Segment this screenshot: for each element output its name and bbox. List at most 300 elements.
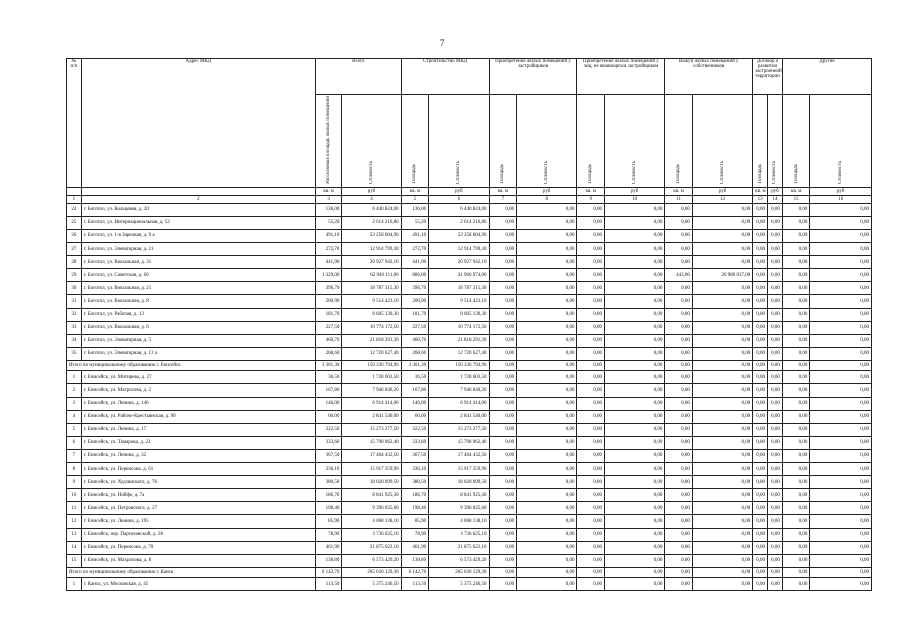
value-cell: 0,00 (810, 567, 872, 578)
value-cell: 0,00 (753, 360, 768, 371)
subheader-cell (577, 95, 605, 188)
value-cell: 0,00 (577, 541, 605, 554)
row-number: 3 (67, 397, 82, 410)
value-cell: 0,00 (517, 578, 577, 591)
value-cell: 0,00 (517, 476, 577, 489)
value-cell: 5 375 246,50 (342, 578, 401, 591)
table-row (67, 436, 872, 449)
value-cell: 0,00 (692, 334, 752, 347)
address-cell: г. Боготол, ул. Вокзальная, д. 8 (81, 295, 315, 308)
value-cell: 380,50 (401, 476, 429, 489)
value-cell: 0,00 (489, 554, 517, 567)
value-cell: 0,00 (692, 256, 752, 269)
col-header-dev-agreement: Договор о развитии застроенной территории (753, 59, 783, 95)
value-cell: 8 605 130,30 (342, 308, 401, 321)
value-cell: 0,00 (517, 423, 577, 436)
table-row (67, 489, 872, 502)
value-cell: 0,00 (665, 216, 693, 229)
value-cell: 0,00 (665, 567, 693, 578)
subtotal-row (67, 567, 872, 578)
subheader-cell (782, 95, 810, 188)
col-number: 7 (489, 195, 517, 203)
value-cell: 200,90 (315, 295, 341, 308)
value-cell: 198,40 (401, 502, 429, 515)
value-cell: 0,00 (692, 423, 752, 436)
value-cell: 2 614 216,80 (342, 216, 401, 229)
value-cell: 0,00 (517, 436, 577, 449)
value-cell: 0,00 (810, 397, 872, 410)
value-cell: 0,00 (665, 203, 693, 216)
table-row (67, 282, 872, 295)
address-cell: г. Енисейск, ул. Ленина, д. 146 (81, 397, 315, 410)
value-cell: 0,00 (768, 397, 783, 410)
value-cell: 0,00 (810, 554, 872, 567)
value-cell: 0,00 (810, 360, 872, 371)
value-cell: 0,00 (489, 528, 517, 541)
value-cell: 0,00 (810, 423, 872, 436)
value-cell: 265 630 129,30 (342, 567, 401, 578)
value-cell: 265 630 129,30 (429, 567, 489, 578)
row-number: 14 (67, 541, 82, 554)
value-cell: 227,50 (401, 321, 429, 334)
value-cell: 200,90 (401, 295, 429, 308)
value-cell: 0,00 (768, 423, 783, 436)
value-cell: 0,00 (692, 436, 752, 449)
col-header-construction: Строительство МКД (401, 59, 489, 95)
subheader-cell (429, 95, 489, 188)
value-cell: 0,00 (577, 410, 605, 423)
value-cell: 0,00 (810, 371, 872, 384)
value-cell: 0,00 (489, 436, 517, 449)
value-cell: 60,00 (315, 410, 341, 423)
value-cell: 10 774 172,50 (429, 321, 489, 334)
page-number: 7 (440, 38, 445, 48)
value-cell: 0,00 (768, 449, 783, 462)
value-cell: 367,50 (315, 449, 341, 462)
value-cell: 0,00 (768, 347, 783, 360)
value-cell: 0,00 (692, 410, 752, 423)
col-header-num: № п/п (67, 59, 82, 188)
value-cell: 8 605 130,30 (429, 308, 489, 321)
value-cell: 0,00 (604, 216, 664, 229)
value-cell: 7 946 840,20 (429, 384, 489, 397)
value-cell: 0,00 (782, 243, 810, 256)
value-cell: 0,00 (577, 347, 605, 360)
value-cell: 0,00 (782, 203, 810, 216)
value-cell: 0,00 (782, 436, 810, 449)
value-cell: 491,10 (315, 229, 341, 242)
table-row (67, 463, 872, 476)
value-cell: 0,00 (577, 308, 605, 321)
value-cell: 0,00 (665, 321, 693, 334)
row-number: 35 (67, 347, 82, 360)
value-cell: 0,00 (768, 436, 783, 449)
unit-cell: руб (604, 187, 664, 195)
value-cell: 0,00 (692, 347, 752, 360)
value-cell: 0,00 (692, 295, 752, 308)
value-cell: 0,00 (665, 229, 693, 242)
value-cell: 0,00 (489, 578, 517, 591)
value-cell: 491,10 (401, 229, 429, 242)
value-cell: 0,00 (768, 295, 783, 308)
value-cell: 85,90 (401, 515, 429, 528)
value-cell: 0,00 (517, 243, 577, 256)
value-cell: 0,00 (810, 216, 872, 229)
value-cell: 0,00 (665, 384, 693, 397)
value-cell: 0,00 (753, 410, 768, 423)
col-number: 16 (810, 195, 872, 203)
table-body (67, 203, 872, 591)
value-cell: 15 798 962,40 (429, 436, 489, 449)
value-cell: 0,00 (604, 449, 664, 462)
value-cell: 0,00 (604, 334, 664, 347)
value-cell: 0,00 (782, 476, 810, 489)
value-cell: 0,00 (489, 384, 517, 397)
value-cell: 0,00 (577, 463, 605, 476)
unit-cell: кв. м (401, 187, 429, 195)
value-cell: 0,00 (692, 243, 752, 256)
value-cell: 0,00 (782, 371, 810, 384)
address-cell: г. Боготол, ул. Элеваторная, д. 21 (81, 243, 315, 256)
value-cell: 12 720 627,40 (342, 347, 401, 360)
value-cell: 0,00 (517, 554, 577, 567)
value-cell: 3 736 625,10 (429, 528, 489, 541)
value-cell: 333,60 (401, 436, 429, 449)
row-number: 30 (67, 282, 82, 295)
subheader-cost: Стоимость (368, 160, 374, 184)
value-cell: 0,00 (768, 578, 783, 591)
value-cell: 0,00 (577, 384, 605, 397)
col-number: 11 (665, 195, 693, 203)
table-row (67, 321, 872, 334)
value-cell: 461,90 (315, 541, 341, 554)
value-cell: 18 787 315,30 (342, 282, 401, 295)
address-cell: г. Енисейск, ул. Ленина, д. 32 (81, 449, 315, 462)
value-cell: 0,00 (782, 515, 810, 528)
subheader-cost: Стоимость (544, 160, 550, 184)
value-cell: 62 940 111,00 (342, 269, 401, 282)
value-cell: 0,00 (753, 334, 768, 347)
table-row (67, 216, 872, 229)
value-cell: 0,00 (782, 216, 810, 229)
value-cell: 396,70 (315, 282, 341, 295)
table-row (67, 397, 872, 410)
value-cell: 0,00 (810, 347, 872, 360)
table-row (67, 229, 872, 242)
value-cell: 443,00 (665, 269, 693, 282)
col-number: 2 (81, 195, 315, 203)
table-row (67, 449, 872, 462)
value-cell: 0,00 (782, 410, 810, 423)
address-cell: г. Боготол, ул. Рабочая, д. 13 (81, 308, 315, 321)
value-cell: 18 787 315,30 (429, 282, 489, 295)
value-cell: 0,00 (577, 371, 605, 384)
subtotal-label: Итого по муниципальному образованию г. Канск (67, 567, 316, 578)
address-cell: г. Боготол, ул. Элеваторная, д. 5 (81, 334, 315, 347)
value-cell: 0,00 (665, 463, 693, 476)
value-cell: 0,00 (810, 203, 872, 216)
value-cell: 0,00 (577, 203, 605, 216)
value-cell: 460,70 (401, 334, 429, 347)
value-cell: 0,00 (489, 410, 517, 423)
value-cell: 0,00 (577, 423, 605, 436)
table-row (67, 371, 872, 384)
value-cell: 0,00 (753, 256, 768, 269)
table-row (67, 243, 872, 256)
value-cell: 0,00 (753, 528, 768, 541)
value-cell: 0,00 (577, 282, 605, 295)
value-cell: 0,00 (782, 502, 810, 515)
value-cell: 0,00 (782, 360, 810, 371)
address-cell: г. Енисейск, ул. Ленина, д. 195 (81, 515, 315, 528)
unit-cell: кв. м (753, 187, 768, 195)
row-number: 4 (67, 410, 82, 423)
value-cell: 12 914 799,30 (342, 243, 401, 256)
value-cell: 0,00 (489, 463, 517, 476)
value-cell: 6 440 824,00 (429, 203, 489, 216)
value-cell: 0,00 (810, 515, 872, 528)
value-cell: 2 614 216,80 (429, 216, 489, 229)
value-cell: 0,00 (517, 371, 577, 384)
value-cell: 6 573 429,20 (429, 554, 489, 567)
address-cell: г. Енисейск, ул. Перенсона, д. 70 (81, 541, 315, 554)
value-cell: 0,00 (577, 295, 605, 308)
value-cell: 0,00 (517, 347, 577, 360)
value-cell: 0,00 (577, 321, 605, 334)
address-cell: г. Енисейск, ул. Худзинского, д. 76 (81, 476, 315, 489)
value-cell: 198,40 (315, 502, 341, 515)
value-cell: 0,00 (782, 463, 810, 476)
value-cell: 0,00 (810, 384, 872, 397)
value-cell: 0,00 (604, 397, 664, 410)
value-cell: 0,00 (489, 203, 517, 216)
value-cell: 0,00 (489, 282, 517, 295)
table-row (67, 476, 872, 489)
value-cell: 0,00 (517, 528, 577, 541)
row-number: 24 (67, 203, 82, 216)
value-cell: 0,00 (665, 243, 693, 256)
value-cell: 0,00 (577, 476, 605, 489)
value-cell: 4 068 138,10 (342, 515, 401, 528)
value-cell: 0,00 (753, 449, 768, 462)
row-number: 31 (67, 295, 82, 308)
table-row (67, 554, 872, 567)
value-cell: 336,10 (315, 463, 341, 476)
value-cell: 0,00 (665, 554, 693, 567)
value-cell: 156 336 794,90 (342, 360, 401, 371)
value-cell: 9 514 423,10 (429, 295, 489, 308)
value-cell: 0,00 (692, 282, 752, 295)
value-cell: 0,00 (517, 384, 577, 397)
value-cell: 6 440 824,00 (342, 203, 401, 216)
value-cell: 0,00 (604, 203, 664, 216)
value-cell: 886,00 (401, 269, 429, 282)
value-cell: 4 068 138,10 (429, 515, 489, 528)
value-cell: 9 396 025,60 (342, 502, 401, 515)
value-cell: 272,70 (315, 243, 341, 256)
value-cell: 0,00 (810, 436, 872, 449)
value-cell: 0,00 (665, 489, 693, 502)
value-cell: 336,10 (401, 463, 429, 476)
value-cell: 0,00 (768, 371, 783, 384)
subheader-cell (810, 95, 872, 188)
value-cell: 0,00 (768, 308, 783, 321)
unit-cell (81, 187, 315, 195)
subheader-area: Площадь (500, 164, 506, 184)
value-cell: 0,00 (517, 410, 577, 423)
unit-cell (67, 187, 82, 195)
value-cell: 0,00 (692, 528, 752, 541)
value-cell: 8 841 925,30 (342, 489, 401, 502)
value-cell: 41 960 074,00 (429, 269, 489, 282)
value-cell: 0,00 (692, 502, 752, 515)
value-cell: 0,00 (665, 578, 693, 591)
table-row (67, 578, 872, 591)
value-cell: 333,60 (315, 436, 341, 449)
value-cell: 0,00 (768, 269, 783, 282)
value-cell: 0,00 (753, 269, 768, 282)
value-cell: 0,00 (768, 554, 783, 567)
value-cell: 0,00 (692, 554, 752, 567)
value-cell: 0,00 (517, 334, 577, 347)
value-cell: 2 841 540,00 (342, 410, 401, 423)
value-cell: 6 142,70 (401, 567, 429, 578)
table-row (67, 347, 872, 360)
subtotal-label: Итого по муниципальному образованию г. Енисейск (67, 360, 316, 371)
row-number: 6 (67, 436, 82, 449)
row-number: 1 (67, 371, 82, 384)
unit-cell: кв. м (489, 187, 517, 195)
value-cell: 0,00 (810, 243, 872, 256)
value-cell: 18 020 099,50 (429, 476, 489, 489)
value-cell: 0,00 (517, 282, 577, 295)
value-cell: 21 818 291,30 (429, 334, 489, 347)
value-cell: 156 336 794,90 (429, 360, 489, 371)
value-cell: 0,00 (577, 515, 605, 528)
value-cell: 36,50 (315, 371, 341, 384)
value-cell: 0,00 (604, 410, 664, 423)
address-cell: г. Енисейск, пер. Партизанский, д. 28 (81, 528, 315, 541)
value-cell: 21 818 291,30 (342, 334, 401, 347)
value-cell: 0,00 (489, 423, 517, 436)
value-cell: 0,00 (665, 334, 693, 347)
value-cell: 0,00 (517, 515, 577, 528)
value-cell: 0,00 (665, 515, 693, 528)
value-cell: 0,00 (810, 334, 872, 347)
value-cell: 0,00 (692, 463, 752, 476)
value-cell: 20 927 942,10 (342, 256, 401, 269)
subheader-cell (768, 95, 783, 188)
col-number: 9 (577, 195, 605, 203)
value-cell: 272,70 (401, 243, 429, 256)
value-cell: 0,00 (577, 397, 605, 410)
col-header-other: Другие (782, 59, 871, 95)
unit-cell: руб (517, 187, 577, 195)
address-cell: г. Енисейск, ул. Петровского, д. 27 (81, 502, 315, 515)
value-cell: 0,00 (692, 371, 752, 384)
value-cell: 20 980 037,00 (692, 269, 752, 282)
value-cell: 0,00 (604, 360, 664, 371)
value-cell: 0,00 (665, 308, 693, 321)
value-cell: 0,00 (753, 489, 768, 502)
value-cell: 0,00 (782, 567, 810, 578)
value-cell: 15 273 277,50 (342, 423, 401, 436)
value-cell: 0,00 (753, 567, 768, 578)
col-number: 6 (429, 195, 489, 203)
value-cell: 0,00 (768, 567, 783, 578)
value-cell: 12 914 799,30 (429, 243, 489, 256)
value-cell: 0,00 (577, 554, 605, 567)
value-cell: 136,00 (315, 203, 341, 216)
address-cell: г. Боготол, ул. Кольцевая, д. 20 (81, 203, 315, 216)
value-cell: 396,70 (401, 282, 429, 295)
value-cell: 0,00 (768, 203, 783, 216)
value-cell: 0,00 (782, 423, 810, 436)
value-cell: 0,00 (753, 295, 768, 308)
value-cell: 113,50 (315, 578, 341, 591)
value-cell: 0,00 (489, 321, 517, 334)
col-header-buy-developer: Приобретение жилых помещений у застройщиков (489, 59, 577, 95)
subheader-cell (401, 95, 429, 188)
col-header-redemption: Выкуп жилых помещений у собственников (665, 59, 753, 95)
subheader-cell (665, 95, 693, 188)
value-cell: 0,00 (768, 528, 783, 541)
table-row (67, 423, 872, 436)
value-cell: 0,00 (604, 463, 664, 476)
value-cell: 0,00 (489, 256, 517, 269)
value-cell: 460,70 (315, 334, 341, 347)
value-cell: 0,00 (665, 295, 693, 308)
value-cell: 0,00 (768, 216, 783, 229)
value-cell: 0,00 (768, 384, 783, 397)
value-cell: 0,00 (768, 489, 783, 502)
value-cell: 0,00 (810, 308, 872, 321)
value-cell: 0,00 (577, 360, 605, 371)
value-cell: 0,00 (577, 334, 605, 347)
value-cell: 0,00 (577, 256, 605, 269)
value-cell: 0,00 (753, 515, 768, 528)
value-cell: 0,00 (768, 502, 783, 515)
value-cell: 17 404 432,50 (429, 449, 489, 462)
value-cell: 0,00 (782, 334, 810, 347)
row-number: 27 (67, 243, 82, 256)
value-cell: 0,00 (692, 229, 752, 242)
value-cell: 0,00 (782, 295, 810, 308)
value-cell: 0,00 (489, 371, 517, 384)
value-cell: 0,00 (517, 229, 577, 242)
value-cell: 0,00 (810, 269, 872, 282)
row-number: 5 (67, 423, 82, 436)
value-cell: 0,00 (577, 229, 605, 242)
value-cell: 0,00 (489, 229, 517, 242)
value-cell: 0,00 (768, 410, 783, 423)
value-cell: 0,00 (489, 449, 517, 462)
value-cell: 0,00 (692, 203, 752, 216)
row-number: 9 (67, 476, 82, 489)
value-cell: 0,00 (489, 502, 517, 515)
value-cell: 0,00 (753, 282, 768, 295)
value-cell: 0,00 (810, 321, 872, 334)
table-row (67, 203, 872, 216)
subheader-area: Площадь (676, 164, 682, 184)
value-cell: 0,00 (604, 243, 664, 256)
col-number: 13 (753, 195, 768, 203)
value-cell: 0,00 (810, 282, 872, 295)
value-cell: 3 301,30 (315, 360, 341, 371)
value-cell: 167,80 (315, 384, 341, 397)
address-cell: г. Енисейск, ул. Митирева, д. 27 (81, 371, 315, 384)
value-cell: 0,00 (604, 308, 664, 321)
